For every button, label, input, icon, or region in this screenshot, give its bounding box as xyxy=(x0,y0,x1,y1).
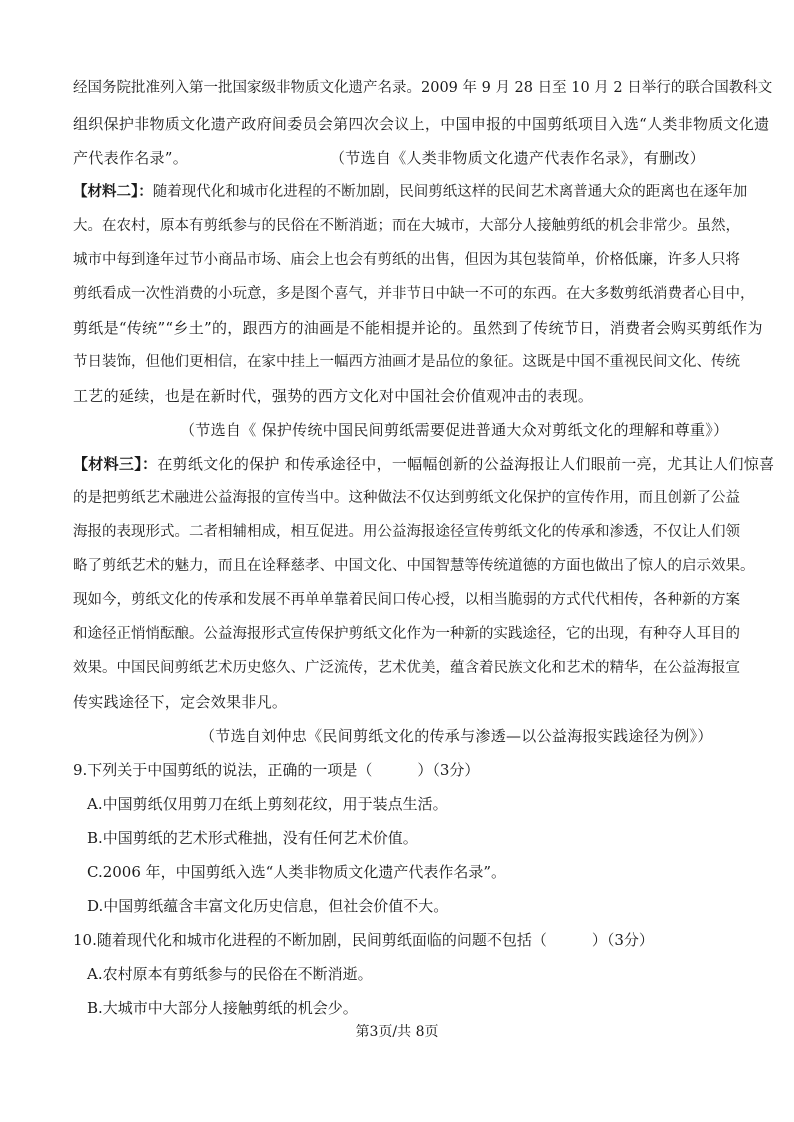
material3-line-8: 传实践途径下，定会效果非凡。 xyxy=(73,693,288,711)
material3-line-6: 和途径正悄悄酝酿。公益海报形式宣传保护剪纸文化作为一种新的实践途径，它的出现，有种夺人耳目的 xyxy=(73,626,740,642)
material3-line-1 xyxy=(73,454,775,474)
question-9-option-b: B.中国剪纸的艺术形式稚拙，没有任何艺术价值。 xyxy=(87,829,418,847)
material2-line-1 xyxy=(73,182,748,202)
material3-line-4: 略了剪纸艺术的魅力，而且在诠释慈孝、中国文化、中国智慧等传统道德的方面也做出了惊人的启示效果。 xyxy=(73,558,755,574)
question-10-option-b: B.大城市中大部分人接触剪纸的机会少。 xyxy=(87,999,358,1017)
material1-source: （节选自《人类非物质文化遗产代表作名录》，有删改） xyxy=(330,149,706,167)
material2-source: （节选自《 保护传统中国民间剪纸需要促进普通大众对剪纸文化的理解和尊重》） xyxy=(180,421,729,439)
material2-line-5: 剪纸是“传统”“乡土”的，跟西方的油画是不能相提并论的。虽然到了传统节日，消费者会购买剪纸作为 xyxy=(73,319,763,337)
question-9-option-d: D.中国剪纸蕴含丰富文化历史信息，但社会价值不大。 xyxy=(87,897,449,915)
material2-text-1: 随着现代化和城市化进程的不断加剧，民间剪纸这样的民间艺术离普通大众的距离也在逐年加 xyxy=(152,184,748,200)
question-9-option-a: A.中国剪纸仅用剪刀在纸上剪刻花纹，用于装点生活。 xyxy=(87,795,448,813)
page-number: 第3页/共 8页 xyxy=(355,1024,439,1040)
material2-line-6: 节日装饰，但他们更相信，在家中挂上一幅西方油画才是品位的象征。这既是中国不重视民间文化、传统 xyxy=(73,354,740,370)
question-9-option-c: C.2006 年，中国剪纸入选“人类非物质文化遗产代表作名录”。 xyxy=(87,863,506,881)
question-9-stem: 9.下列关于中国剪纸的说法，正确的一项是（ ）（3分） xyxy=(73,761,480,779)
material1-line-2: 组织保护非物质文化遗产政府间委员会第四次会议上，中国申报的中国剪纸项目入选“人类非物质文化遗 xyxy=(73,115,770,133)
material3-label: 【材料三】： xyxy=(73,455,158,473)
material3-line-2: 的是把剪纸艺术融进公益海报的宣传当中。这种做法不仅达到剪纸文化保护的宣传作用，而且创新了公益 xyxy=(73,490,740,506)
material3-line-3: 海报的表现形式。二者相辅相成，相互促进。用公益海报途径宣传剪纸文化的传承和渗透，不仅让人们领 xyxy=(73,524,740,540)
question-10-stem: 10.随着现代化和城市化进程的不断加剧，民间剪纸面临的问题不包括（ ）（3分） xyxy=(73,931,654,949)
material2-line-2: 大。在农村，原本有剪纸参与的民俗在不断消逝；而在大城市，大部分人接触剪纸的机会非常少。虽然， xyxy=(73,218,740,234)
material3-line-7: 效果。中国民间剪纸艺术历史悠久、广泛流传，艺术优美，蕴含着民族文化和艺术的精华，在公益海报宣 xyxy=(73,660,740,676)
material1-line-1: 经国务院批准列入第一批国家级非物质文化遗产名录。2009 年 9 月 28 日至 10 月 2 日举行的联合国教科文 xyxy=(73,80,773,96)
material3-line-5: 现如今，剪纸文化的传承和发展不再单单靠着民间口传心授，以相当脆弱的方式代代相传，各种新的方案 xyxy=(73,592,740,608)
material3-source: （节选自刘仲忠《民间剪纸文化的传承与渗透—以公益海报实践途径为例》） xyxy=(200,727,713,745)
material2-label: 【材料二】： xyxy=(73,183,153,200)
material3-text-1: 在剪纸文化的保护 和传承途径中，一幅幅创新的公益海报让人们眼前一亮，尤其让人们惊喜 xyxy=(157,455,775,473)
material2-line-3: 城市中每到逢年过节小商品市场、庙会上也会有剪纸的出售，但因为其包装简单，价格低廉，许多人只将 xyxy=(73,252,740,268)
material2-line-7: 工艺的延续，也是在新时代，强势的西方文化对中国社会价值观冲击的表现。 xyxy=(73,387,594,405)
material2-line-4: 剪纸看成一次性消费的小玩意，多是图个喜气，并非节日中缺一不可的东西。在大多数剪纸消费者心目中， xyxy=(73,286,755,302)
question-10-option-a: A.农村原本有剪纸参与的民俗在不断消逝。 xyxy=(87,965,373,983)
material1-line-3: 产代表作名录”。 xyxy=(73,149,189,167)
